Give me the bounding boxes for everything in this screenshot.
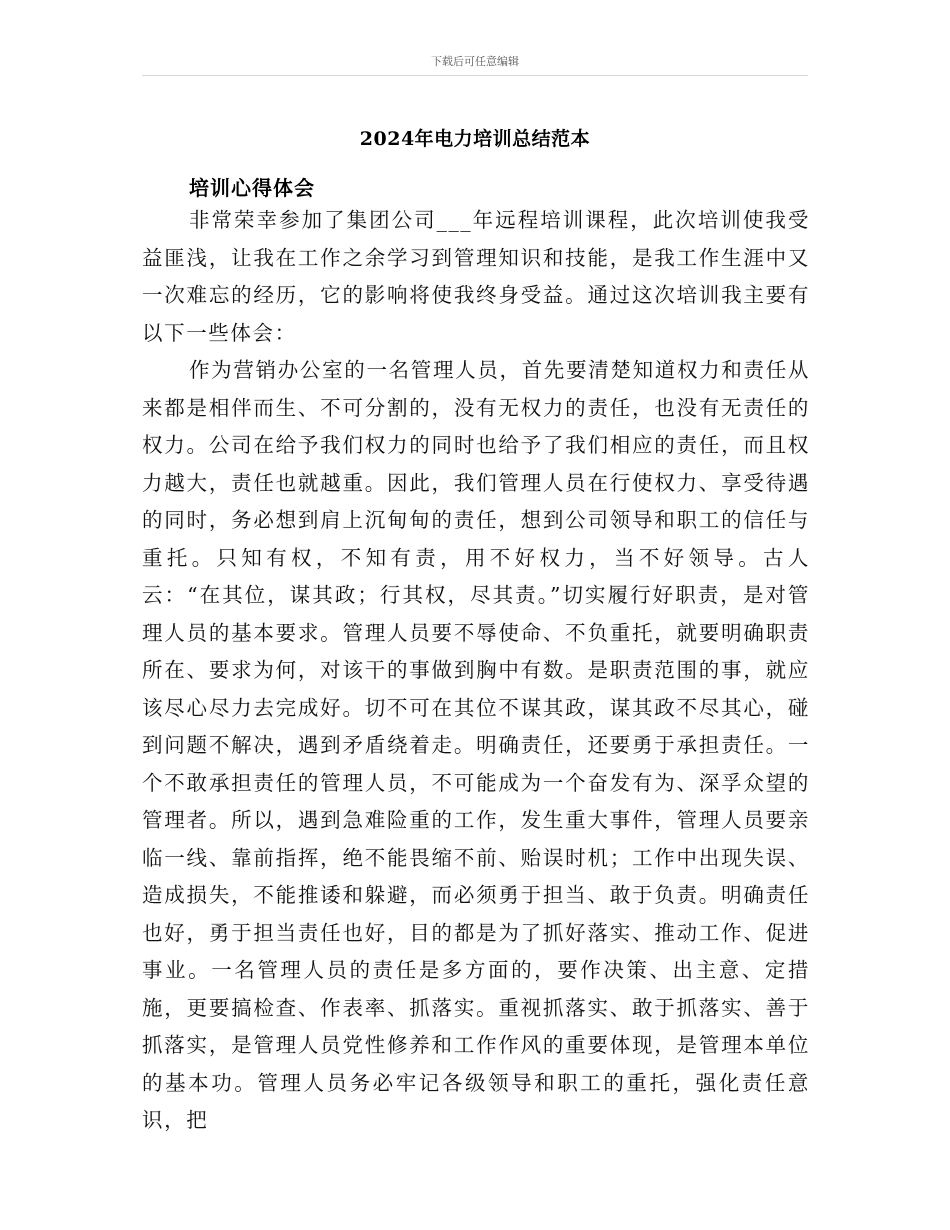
body-paragraph: 作为营销办公室的一名管理人员，首先要清楚知道权力和责任从来都是相伴而生、不可分割的，没有无权力的责任，也没有无责任的权力。公司在给予我们权力的同时也给予了我们相应的责任，而且权力越大，责任也就越重。因此，我们管理人员在行使权力、享受待遇的同时，务必想到肩上沉甸甸的责任，想到公司领导和职工的信任与重托。只知有权，不知有责，用不好权力，当不好领导。古人云：“在其位，谋其政；行其权，尽其责。”切实履行好职责，是对管理人员的基本要求。管理人员要不辱使命、不负重托，就要明确职责所在、要求为何，对该干的事做到胸中有数。是职责范围的事，就应该尽心尽力去完成好。切不可在其位不谋其政，谋其政不尽其心，碰到问题不解决，遇到矛盾绕着走。明确责任，还要勇于承担责任。一个不敢承担责任的管理人员，不可能成为一个奋发有为、深孚众望的管理者。所以，遇到急难险重的工作，发生重大事件，管理人员要亲临一线、靠前指挥，绝不能畏缩不前、贻误时机；工作中出现失误、造成损失，不能推诿和躲避，而必须勇于担当、敢于负责。明确责任也好，勇于担当责任也好，目的都是为了抓好落实、推动工作、促进事业。一名管理人员的责任是多方面的，要作决策、出主意、定措施，更要搞检查、作表率、抓落实。重视抓落实、敢于抓落实、善于抓落实，是管理人员党性修养和工作作风的重要体现，是管理本单位的基本功。管理人员务必牢记各级领导和职工的重托，强化责任意识，把 [142,358,810,1132]
document-title: 2024年电力培训总结范本 [359,128,591,150]
section-heading: 培训心得体会 [189,176,315,200]
header-divider [142,75,808,76]
document-body [142,202,810,1140]
header-note: 下载后可任意编辑 [431,55,519,68]
body-paragraph: 非常荣幸参加了集团公司___年远程培训课程，此次培训使我受益匪浅，让我在工作之余学习到管理知识和技能，是我工作生涯中又一次难忘的经历，它的影响将使我终身受益。通过这次培训我主要有以下一些体会： [142,208,810,345]
